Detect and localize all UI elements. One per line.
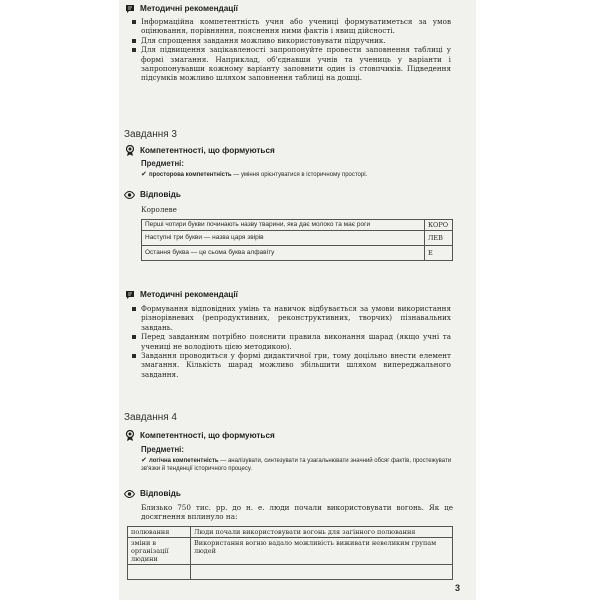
table-cell: ЛЕВ	[425, 231, 453, 246]
table-row	[142, 220, 453, 231]
answer-header-2: Відповідь	[124, 488, 181, 499]
list-item: Для спрощення завдання можливо використовувати підручник.	[129, 36, 451, 45]
subjects-label: Предметні:	[141, 159, 184, 168]
task-4-title: Завдання 4	[124, 412, 177, 423]
method-recommendations-header: Методичні рекомендації	[124, 3, 238, 14]
list-item: Для підвищення зацікавленості запропонуйте провести заповнення таблиці у формі змагання. Наприклад, об'єднавши учнів та учениць у варіанти і запропонувавши кожному варіанту заповнити один із стовпчиків. Підведення підсумків можливо шляхом заповнення таблиці на дошці.	[129, 45, 451, 83]
list-item: Перед завданням потрібно пояснити правила виконання шарад (якщо учні та учениці не володіють цією методикою).	[129, 332, 451, 351]
method-bullets-2	[129, 304, 451, 379]
list-item: Формування відповідних умінь та навичок відбувається за умови використання різнорівневих (репродуктивних, реконструктивних, творчих) пізнавальних завдань.	[129, 304, 451, 332]
table-cell: полювання	[128, 527, 191, 538]
page-number: 3	[455, 583, 461, 593]
table-cell: КОРО	[425, 220, 453, 231]
table-cell	[191, 565, 453, 580]
check-icon: ✔	[141, 457, 147, 464]
competency-item-2: ✔ логічна компетентність — аналізувати, синтезувати та узагальнювати значний обсяг фактів, простежувати зв'язки й тенденції історичного процесу.	[141, 457, 452, 472]
list-item: Завдання проводиться у формі дидактичної гри, тому доцільно внести елемент змагання. Кількість шарад можливо збільшити шляхом випереджального завдання.	[129, 351, 451, 379]
competencies-header: Компетентності, що формуються	[124, 145, 275, 156]
medal-icon	[124, 430, 135, 441]
medal-icon	[124, 145, 135, 156]
list-item: Інформаційна компетентність учня або учениці формуватиметься за умов оцінювання, порівняння, пояснення ними фактів і явищ дійсності.	[129, 17, 451, 36]
eye-icon	[124, 189, 135, 200]
eye-icon	[124, 488, 135, 499]
table-cell: Остання буква — це сьома буква алфавіту	[142, 246, 425, 261]
method-bullets-1	[129, 17, 451, 83]
answer-text: Близько 750 тис. рр. до н. е. люди почали використовувати вогонь. Як це досягнення вплинуло на:	[141, 503, 453, 522]
table-row	[142, 231, 453, 246]
table-row	[142, 246, 453, 261]
table-cell: Е	[425, 246, 453, 261]
answer-word: Королеве	[141, 205, 177, 214]
table-row	[128, 538, 453, 565]
competencies-header-2: Компетентності, що формуються	[124, 430, 275, 441]
table-row	[128, 527, 453, 538]
task-3-title: Завдання 3	[124, 129, 177, 140]
table-cell: Наступні три букви — назва царя звірів	[142, 231, 425, 246]
answer-table-3	[141, 219, 453, 261]
speech-bubble-icon	[124, 289, 135, 300]
answer-table-4	[127, 526, 453, 580]
document-page	[119, 0, 476, 600]
answer-header: Відповідь	[124, 189, 181, 200]
table-cell	[128, 565, 191, 580]
method-recommendations-header-2: Методичні рекомендації	[124, 289, 238, 300]
subjects-label-2: Предметні:	[141, 445, 184, 454]
table-cell: зміни в організації людини	[128, 538, 191, 565]
table-cell: Перші чотири букви починають назву тварини, яка дає молоко та має роги	[142, 220, 425, 231]
competency-item: ✔ просторова компетентність — уміння орієнтуватися в історичному просторі.	[141, 171, 368, 178]
table-cell: Використання вогню вадало можливість виживати невеликим групам людей	[191, 538, 453, 565]
check-icon: ✔	[141, 171, 147, 178]
table-cell: Люди почали використовувати вогонь для загінного полювання	[191, 527, 453, 538]
table-row	[128, 565, 453, 580]
speech-bubble-icon	[124, 3, 135, 14]
